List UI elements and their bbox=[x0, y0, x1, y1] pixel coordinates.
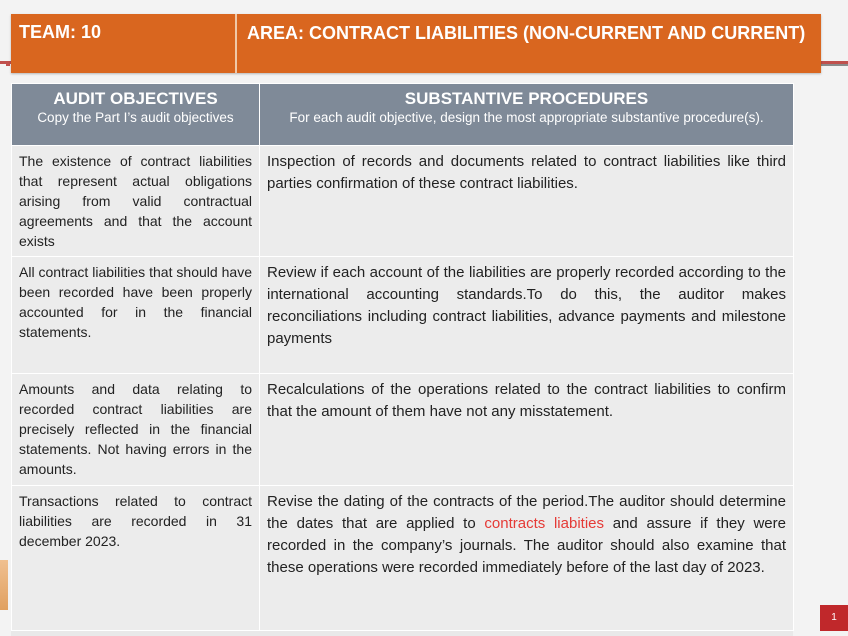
audit-objectives-title: AUDIT OBJECTIVES bbox=[53, 89, 218, 108]
audit-table bbox=[11, 83, 794, 631]
team-label: TEAM: 10 bbox=[11, 14, 237, 73]
procedure-cell bbox=[260, 486, 794, 631]
procedure-highlight-text: contracts liabities bbox=[484, 515, 604, 532]
objective-cell: Transactions related to contract liabilities are recorded in 31 december 2023. bbox=[12, 486, 260, 631]
procedure-cell: Inspection of records and documents related to contract liabilities like third parties confirmation of these contract liabilities. bbox=[260, 146, 794, 257]
rule-marker bbox=[6, 62, 10, 66]
left-decoration bbox=[0, 560, 8, 610]
objective-cell: All contract liabilities that should have been recorded have been properly accounted for in the financial statements. bbox=[12, 257, 260, 374]
table-row bbox=[12, 374, 794, 486]
procedure-text-part1: Revise the dating of the contracts of the period.The auditor should determine the dates that are applied to bbox=[267, 493, 786, 532]
header-bar bbox=[11, 14, 821, 73]
audit-table-container bbox=[11, 83, 793, 636]
audit-objectives-header bbox=[12, 84, 260, 146]
area-label: AREA: CONTRACT LIABILITIES (NON-CURRENT AND CURRENT) bbox=[247, 23, 806, 43]
audit-objectives-subtitle: Copy the Part I’s audit objectives bbox=[37, 110, 234, 125]
procedure-text-part2: and assure if they were recorded in the company’s journals. The auditor should also examine that these operations were recorded immediately before of the last day of 2023. bbox=[267, 515, 786, 576]
table-row bbox=[12, 257, 794, 374]
substantive-procedures-title: SUBSTANTIVE PROCEDURES bbox=[404, 89, 649, 108]
procedure-cell: Review if each account of the liabilities are properly recorded according to the international accounting standards.To do this, the auditor makes reconciliations including contract liabilities, advance payments and milestone payments bbox=[260, 257, 794, 374]
page-number-badge: 1 bbox=[820, 605, 848, 631]
table-row bbox=[12, 486, 794, 631]
substantive-procedures-header bbox=[260, 84, 794, 146]
substantive-procedures-subtitle: For each audit objective, design the most appropriate substantive procedure(s). bbox=[289, 110, 764, 125]
procedure-cell: Recalculations of the operations related to the contract liabilities to confirm that the amount of them have not any misstatement. bbox=[260, 374, 794, 486]
top-rule-accent bbox=[820, 64, 848, 66]
objective-cell: Amounts and data relating to recorded contract liabilities are precisely reflected in the financial statements. Not having errors in the amounts. bbox=[12, 374, 260, 486]
table-row bbox=[12, 146, 794, 257]
table-header-row bbox=[12, 84, 794, 146]
objective-cell: The existence of contract liabilities that represent actual obligations arising from valid contractual agreements and that the account exists bbox=[12, 146, 260, 257]
